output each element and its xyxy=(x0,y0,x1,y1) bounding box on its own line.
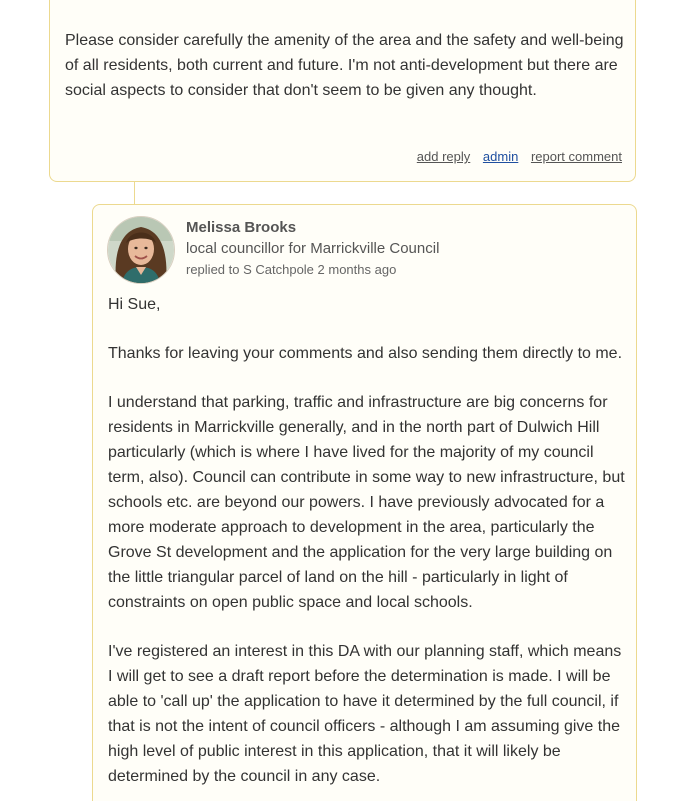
author-name: Melissa Brooks xyxy=(186,219,297,236)
report-comment-link[interactable]: report comment xyxy=(530,149,622,164)
reply-comment-body xyxy=(108,292,628,801)
parent-comment-paragraph: Please consider carefully the amenity of the area and the safety and well-being of all residents, both current and future. I'm not anti-development but there are social aspects to consider that don't seem to be given any thought. xyxy=(65,32,624,99)
comment-actions xyxy=(408,149,622,165)
parent-comment xyxy=(49,0,636,182)
reply-paragraph: I've registered an interest in this DA with our planning staff, which means I will get to see a draft report before the determination is made. I will be able to 'call up' the application to have it determined by the full council, if that is not the intent of council officers - although I am assuming give the high level of public interest in this application, that it will likely be determined by the council in any case. xyxy=(108,643,622,785)
avatar xyxy=(107,216,175,284)
avatar-photo xyxy=(108,217,174,283)
reply-paragraph: Hi Sue, xyxy=(108,296,161,313)
parent-comment-paragraph xyxy=(65,0,625,4)
parent-comment-body xyxy=(65,0,625,127)
reply-meta xyxy=(186,217,439,280)
reply-paragraph: Thanks for leaving your comments and also sending them directly to me. xyxy=(108,345,623,362)
reply-paragraph: I understand that parking, traffic and infrastructure are big concerns for residents in Marrickville generally, and in the north part of Dulwich Hill particularly (which is where I have lived for the majority of my council term, also). Council can contribute in some way to new infrastructure, but schools etc. are beyond our powers. I have previously advocated for a more moderate approach to development in the area, particularly the Grove St development and the application for the very large building on the little triangular parcel of land on the hill - particularly in light of constraints on open public space and local schools. xyxy=(108,394,625,611)
author-role: local councillor for Marrickville Council xyxy=(186,240,440,257)
thread-connector-line xyxy=(134,182,135,204)
replied-to-timestamp: replied to S Catchpole 2 months ago xyxy=(186,262,397,277)
add-reply-link[interactable]: add reply xyxy=(416,149,471,164)
admin-link[interactable]: admin xyxy=(482,149,519,164)
reply-comment xyxy=(92,204,637,801)
